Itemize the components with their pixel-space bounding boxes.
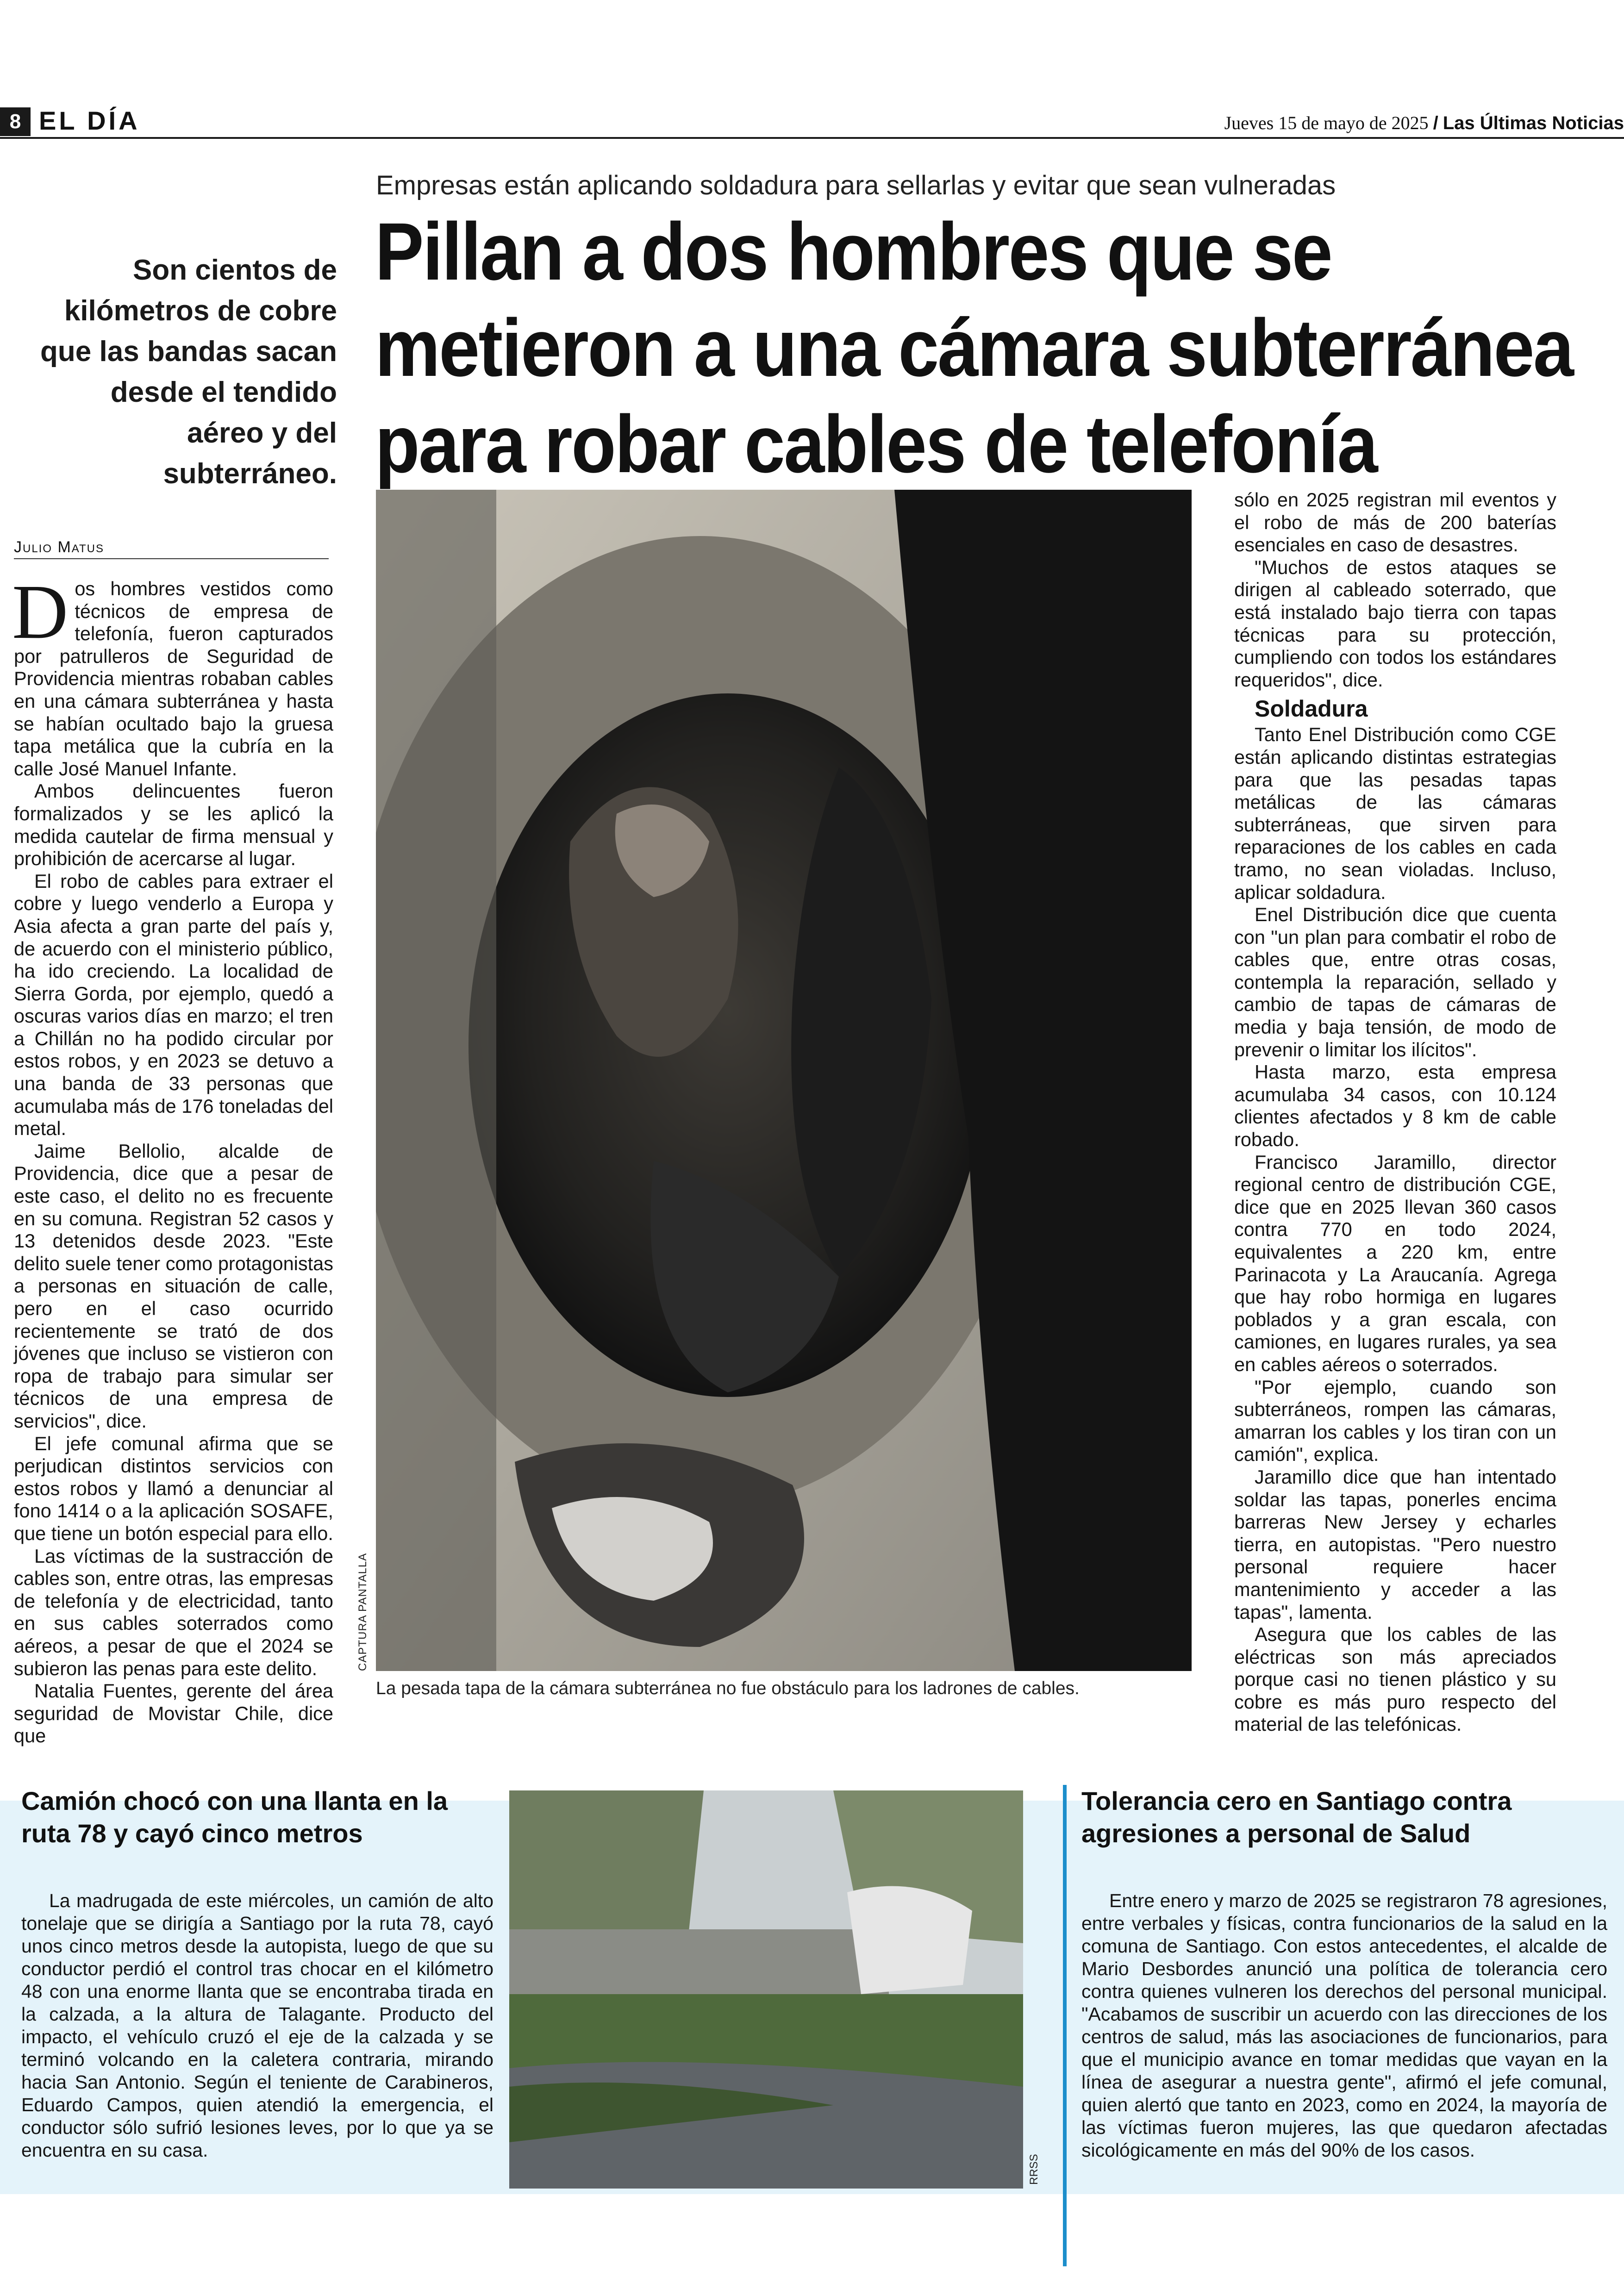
byline: Julio Matus — [14, 538, 105, 556]
lead-text: os hombres vestidos como técnicos de empresa de telefonía, fueron capturados por patrulleros de Seguridad de Providencia mientras robaban cables en una cámara subterránea y hasta se habían ocultado bajo la gruesa tapa metálica que la cubría en la calle José Manuel Infante. — [14, 578, 333, 780]
article-column-1 — [12, 569, 333, 1747]
paragraph: Natalia Fuentes, gerente del área seguridad de Movistar Chile, dice que — [14, 1680, 333, 1747]
headline-line-3: para robar cables de telefonía — [375, 399, 1377, 490]
paragraph: Las víctimas de la sustracción de cables son, entre otras, las empresas de telefonía y de electricidad, tanto en sus cables soterrados como aéreos, a pesar de que el 2024 se subieron las penas para este delito. — [14, 1545, 333, 1679]
brief-right-title: Tolerancia cero en Santiago contra agresiones a personal de Salud — [1081, 1786, 1512, 1848]
kicker: Empresas están aplicando soldadura para sellarlas y evitar que sean vulneradas — [376, 170, 1336, 200]
manhole-photo-illustration — [376, 490, 1192, 1671]
dateline — [1224, 110, 1624, 136]
photo-credit: CAPTURA PANTALLA — [356, 1553, 369, 1671]
paragraph: La madrugada de este miércoles, un camión de alto tonelaje que se dirigía a Santiago por la ruta 78, cayó unos cinco metros desde la autopista, luego de que su conductor perdió el control tras chocar en el kilómetro 48 con una enorme llanta que se encontraba tirada en la calzada, a la altura de Talagante. Producto del impacto, el vehículo cruzó el eje de la calzada y se terminó volcando en la caletera contraria, mirando hacia San Antonio. Según el teniente de Carabineros, Eduardo Campos, quien atendió la emergencia, el conductor sólo sufrió lesiones leves, por lo que ya se encuentra en su casa. — [21, 1890, 493, 2161]
brief-left-title: Camión chocó con una llanta en la ruta 78 y cayó cinco metros — [21, 1786, 448, 1848]
truck-photo-illustration — [509, 1790, 1023, 2189]
section-heading: Soldadura — [1255, 696, 1368, 722]
article-column-3 — [1234, 489, 1556, 1736]
drop-cap: D — [12, 569, 69, 655]
date: Jueves 15 de mayo de 2025 — [1224, 112, 1429, 133]
newspaper-name: Las Últimas Noticias — [1443, 113, 1624, 133]
truck-photo-credit: RRSS — [1028, 2154, 1040, 2185]
headline-line-2: metieron a una cámara subterránea — [375, 303, 1573, 393]
paragraph: Jaramillo dice que han intentado soldar las tapas, ponerles encima barreras New Jersey y echarles tierra, en autopistas. "Pero nuestro personal requiere hacer mantenimiento y acceder a las tapas", lamenta. — [1234, 1466, 1556, 1623]
paragraph: sólo en 2025 registran mil eventos y el robo de más de 200 baterías esenciales en caso de desastres. — [1234, 489, 1556, 556]
headline-line-1: Pillan a dos hombres que se — [375, 206, 1332, 297]
paragraph: Ambos delincuentes fueron formalizados y se les aplicó la medida cautelar de firma mensual y prohibición de acercarse al lugar. — [14, 780, 333, 870]
separator: / — [1433, 113, 1438, 133]
paragraph: "Muchos de estos ataques se dirigen al cableado soterrado, que está instalado bajo tierra con tapas técnicas para su protección, cumpliendo con todos los estándares requeridos", dice. — [1234, 556, 1556, 691]
section-name: EL DÍA — [39, 106, 140, 135]
paragraph: El jefe comunal afirma que se perjudican distintos servicios con estos robos y llamó a denunciar al fono 1414 o a la aplicación SOSAFE, que tiene un botón especial para ello. — [14, 1432, 333, 1544]
byline-rule — [14, 558, 329, 559]
paragraph: "Por ejemplo, cuando son subterráneos, rompen las cámaras, amarran los cables y los tiran con un camión", explica. — [1234, 1376, 1556, 1466]
brief-right-body — [1081, 1890, 1607, 2162]
brief-left-body — [21, 1890, 493, 2162]
paragraph: Hasta marzo, esta empresa acumulaba 34 casos, con 10.124 clientes afectados y 8 km de cable robado. — [1234, 1061, 1556, 1151]
paragraph: El robo de cables para extraer el cobre y luego venderlo a Europa y Asia afecta a gran parte del país y, de acuerdo con el ministerio público, ha ido creciendo. La localidad de Sierra Gorda, por ejemplo, quedó a oscuras varios días en marzo; el tren a Chillán no ha podido circular por estos robos, y en 2023 se detuvo a una banda de 33 personas que acumulaba más de 176 toneladas del metal. — [14, 870, 333, 1140]
truck-photo — [509, 1790, 1023, 2189]
paragraph: Francisco Jaramillo, director regional centro de distribución CGE, dice que en 2025 llevan 360 casos contra 770 en todo 2024, equivalentes a 220 km, entre Parinacota y La Araucanía. Agrega que hay robo hormiga en lugares poblados y a gran escala, con camiones, en lugares rurales, ya sea en cables aéreos o soterrados. — [1234, 1151, 1556, 1375]
lead-paragraph — [12, 569, 333, 780]
paragraph: Tanto Enel Distribución como CGE están aplicando distintas estrategias para que las pesadas tapas metálicas de las cámaras subterráneas, que sirven para reparaciones de los cables en cada tramo, no sean violadas. Incluso, aplicar soldadura. — [1234, 723, 1556, 903]
main-photo — [376, 490, 1192, 1671]
paragraph: Jaime Bellolio, alcalde de Providencia, dice que a pesar de este caso, el delito no es frecuente en su comuna. Registran 52 casos y 13 detenidos desde 2023. "Este delito suele tener como protagonistas a personas en situación de calle, pero en el caso ocurrido recientemente se trató de dos jóvenes que incluso se vistieron con ropa de trabajo para simular ser técnicos de una empresa de servicios", dice. — [14, 1140, 333, 1432]
page-number: 8 — [0, 107, 31, 136]
header-rule — [0, 137, 1624, 139]
paragraph: Enel Distribución dice que cuenta con "un plan para combatir el robo de cables que, entre otras cosas, contempla la reparación, sellado y cambio de tapas de cámaras de media y baja tensión, de modo de prevenir o limitar los ilícitos". — [1234, 904, 1556, 1060]
paragraph: Entre enero y marzo de 2025 se registraron 78 agresiones, entre verbales y físicas, contra funcionarios de la salud en la comuna de Santiago. Con estos antecedentes, el alcalde de Mario Desbordes anunció una política de tolerancia cero contra quienes vulneren los derechos del personal municipal. "Acabamos de suscribir un acuerdo con las direcciones de los centros de salud, más las asociaciones de funcionarios, para que el municipio avance en tomar medidas que vayan en la línea de asegurar a nuestra gente", afirmó el jefe comunal, quien alertó que tanto en 2023, como en 2024, la mayoría de las víctimas fueron mujeres, las que quedaron afectadas sicológicamente en más del 90% de los casos. — [1081, 1890, 1607, 2161]
paragraph: Asegura que los cables de las eléctricas son más apreciados porque casi no tienen plástico y su cobre es más puro respecto del material de las telefónicas. — [1234, 1623, 1556, 1735]
photo-caption: La pesada tapa de la cámara subterránea no fue obstáculo para los ladrones de cables. — [376, 1678, 1080, 1698]
accent-rule — [1063, 1785, 1067, 2266]
subhead: Son cientos de kilómetros de cobre que las bandas sacan desde el tendido aéreo y del subterráneo. — [40, 254, 337, 490]
headline — [375, 204, 1573, 493]
